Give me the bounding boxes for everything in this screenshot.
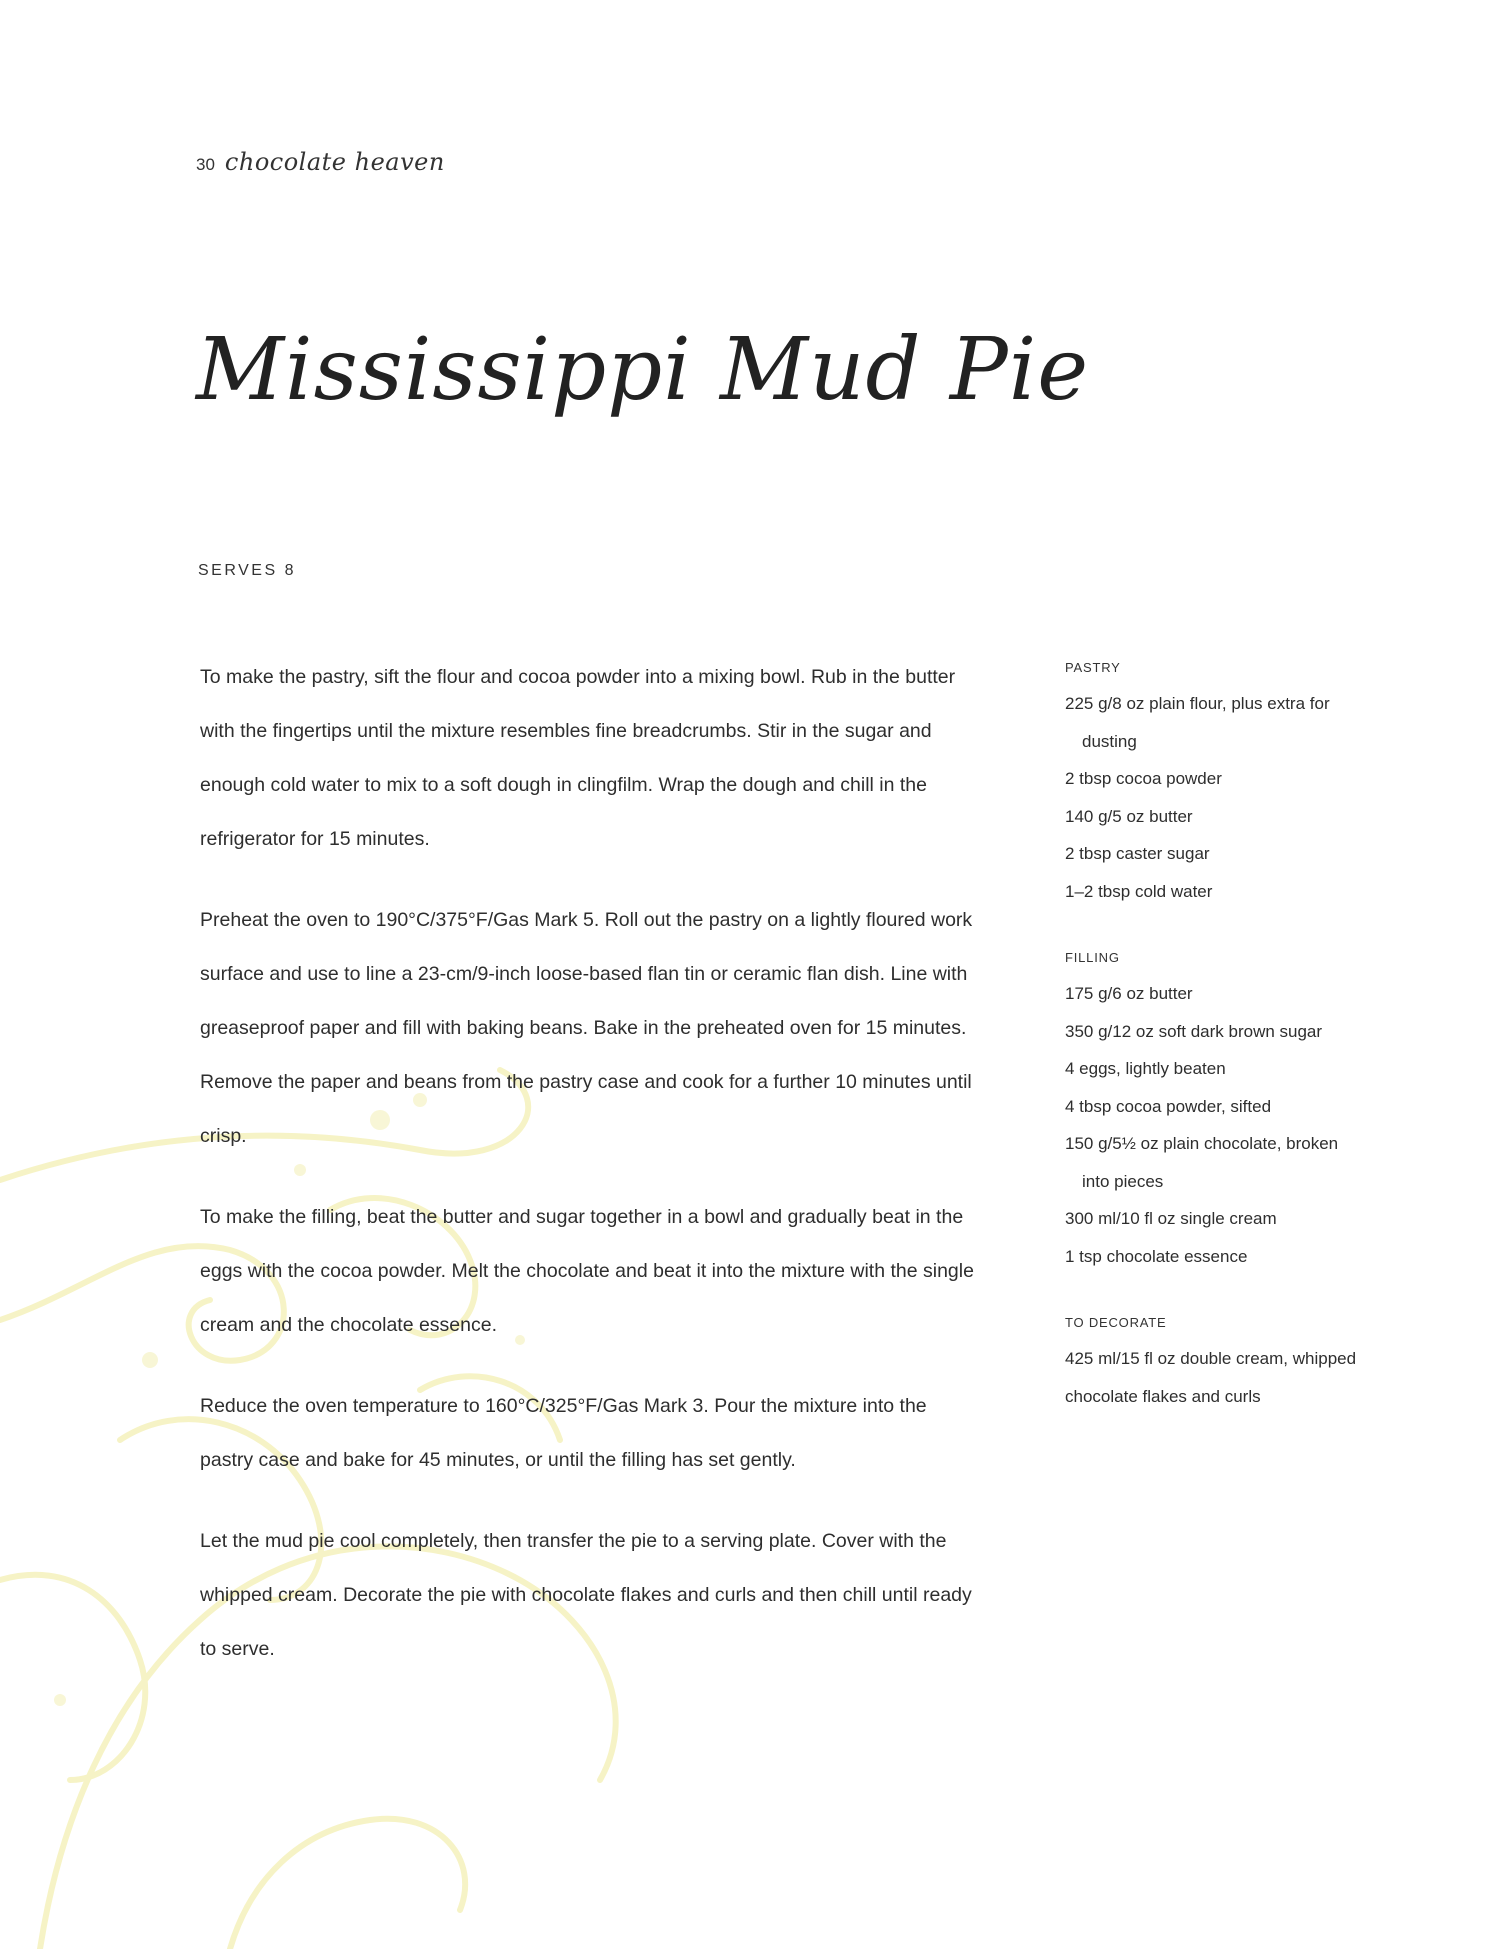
recipe-title: Mississippi Mud Pie <box>196 320 1090 420</box>
method-step: Let the mud pie cool completely, then transfer the pie to a serving plate. Cover with the whipped cream. Decorate the pie with chocolate flakes and curls and then chill until ready to serve. <box>200 1530 972 1660</box>
book-title: chocolate heaven <box>224 148 445 176</box>
ingredient-item: 175 g/6 oz butter <box>1065 984 1193 1003</box>
ingredient-item: 350 g/12 oz soft dark brown sugar <box>1065 1021 1323 1041</box>
method-step: Reduce the oven temperature to 160°C/325°F/Gas Mark 3. Pour the mixture into the pastry case and bake for 45 minutes, or until the filling has set gently. <box>200 1395 927 1471</box>
ingredient-item: 1 tsp chocolate essence <box>1065 1246 1248 1266</box>
ingredient-item: 150 g/5½ oz plain chocolate, broken into pieces <box>1065 1134 1339 1191</box>
page-number: 30 <box>196 155 215 174</box>
ingredient-item: 4 tbsp cocoa powder, sifted <box>1065 1096 1272 1116</box>
running-head <box>196 148 445 176</box>
ingredient-section-decorate <box>1065 1315 1365 1415</box>
ingredient-item: 425 ml/15 fl oz double cream, whipped <box>1065 1349 1357 1368</box>
section-heading: TO DECORATE <box>1065 1315 1167 1330</box>
method-column <box>200 650 980 1703</box>
ingredients-column <box>1065 660 1365 1455</box>
ingredient-list <box>1065 685 1365 910</box>
ingredient-list <box>1065 1340 1365 1415</box>
ingredient-item: 225 g/8 oz plain flour, plus extra for dusting <box>1065 694 1330 751</box>
method-step: To make the filling, beat the butter and sugar together in a bowl and gradually beat in the eggs with the cocoa powder. Melt the chocolate and beat it into the mixture with the single cream and the chocolate essence. <box>200 1206 974 1336</box>
serves-label: SERVES 8 <box>198 562 296 579</box>
ingredient-section-pastry <box>1065 660 1365 910</box>
ingredient-section-filling <box>1065 950 1365 1275</box>
section-heading: FILLING <box>1065 950 1120 965</box>
ingredient-item: 140 g/5 oz butter <box>1065 806 1193 826</box>
ingredient-item: 2 tbsp caster sugar <box>1065 844 1210 863</box>
ingredient-item: 2 tbsp cocoa powder <box>1065 769 1222 788</box>
ingredient-item: 4 eggs, lightly beaten <box>1065 1059 1226 1078</box>
ingredient-list <box>1065 975 1365 1275</box>
method-step: Preheat the oven to 190°C/375°F/Gas Mark 5. Roll out the pastry on a lightly floured work surface and use to line a 23-cm/9-inch loose-based flan tin or ceramic flan dish. Line with greaseproof paper and fill with baking beans. Bake in the preheated oven for 15 minutes. Remove the paper and beans from the pastry case and cook for a further 10 minutes until crisp. <box>200 909 973 1147</box>
ingredient-item: 1–2 tbsp cold water <box>1065 881 1213 901</box>
section-heading: PASTRY <box>1065 660 1121 675</box>
ingredient-item: 300 ml/10 fl oz single cream <box>1065 1209 1277 1228</box>
ingredient-item: chocolate flakes and curls <box>1065 1386 1261 1406</box>
method-step: To make the pastry, sift the flour and cocoa powder into a mixing bowl. Rub in the butter with the fingertips until the mixture resembles fine breadcrumbs. Stir in the sugar and enough cold water to mix to a soft dough in clingfilm. Wrap the dough and chill in the refrigerator for 15 minutes. <box>200 666 956 850</box>
